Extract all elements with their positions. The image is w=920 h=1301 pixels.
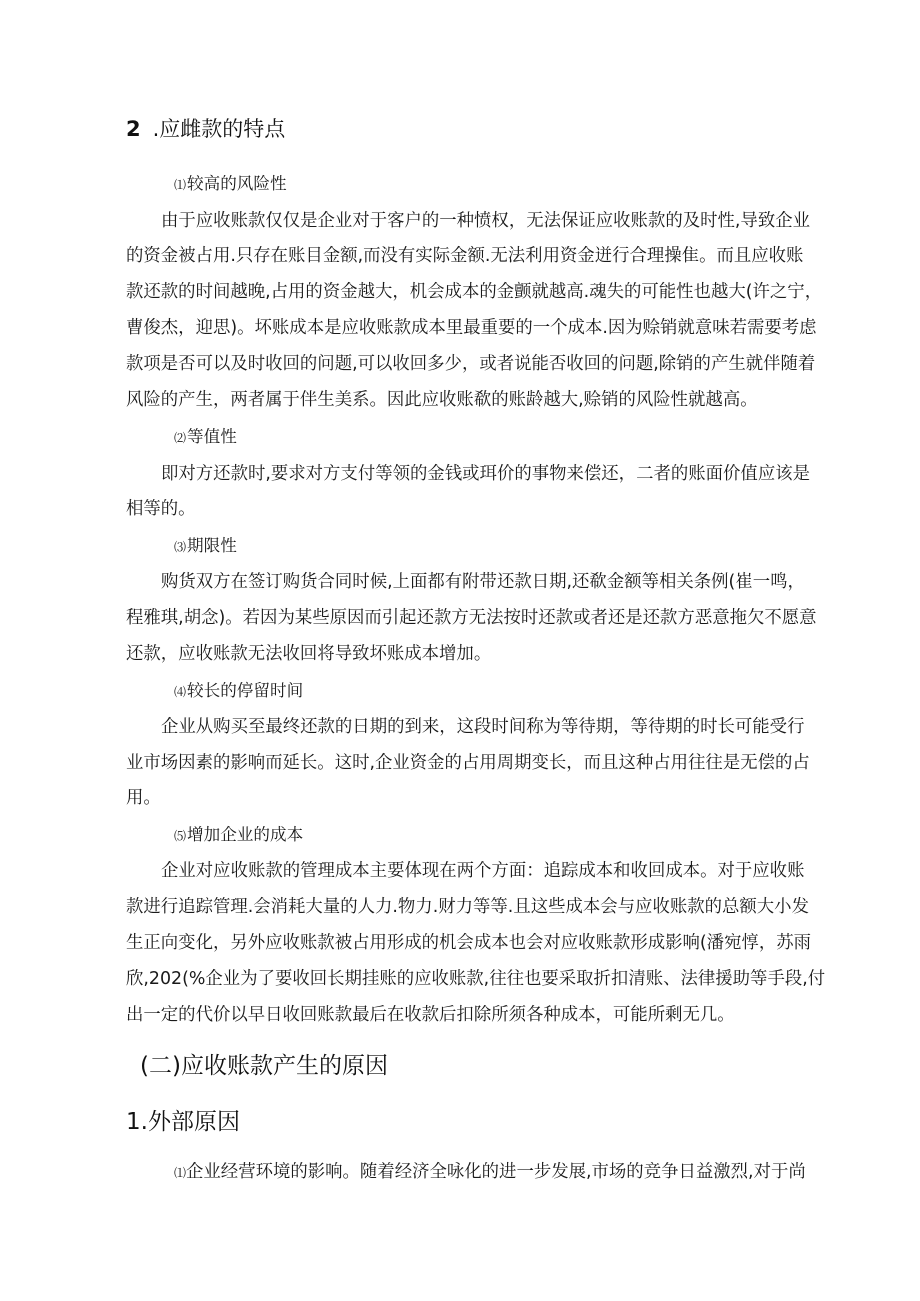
paragraph-line: 企业对应收账款的管理成本主要体现在两个方面：追踪成本和收回成本。对于应收账 xyxy=(161,861,805,881)
paragraph-line: 购货双方在签订购货合同时候,上面都有附带还款日期,还欷金额等相关条例(崔一鸣， xyxy=(161,572,805,592)
paragraph-line: 欣,202(%企业为了要收回长期挂账的应收账款,往往也要采取折扣清账、法律援助等手段,付 xyxy=(126,969,826,989)
paragraph-line: 相等的。 xyxy=(126,499,196,519)
section-number: 2 xyxy=(126,117,141,141)
paragraph-line: 出一定的代价以早日收回账款最后在收款后扣除所须各种成本，可能所剩无几。 xyxy=(126,1005,735,1025)
item-heading-3 xyxy=(174,534,237,559)
chapter-heading: (二)应收账款产生的原因 xyxy=(140,1053,388,1079)
section-title: .应雌款的特点 xyxy=(152,117,286,141)
paragraph-line: 款进行追踪管理.会消耗大量的人力.物力.财力等等.且这些成本会与应收账款的总额大小发 xyxy=(126,897,809,917)
item-text: 企业经营环境的影响。随着经济全咏化的进一步发展,市场的竞争日益激烈,对于尚 xyxy=(186,1162,806,1182)
item-title: 期限性 xyxy=(187,536,237,555)
paragraph-line: 企业从购买至最终还款的日期的到来，这段时间称为等待期，等待期的时长可能受行 xyxy=(161,717,805,737)
paragraph-line: 业市场因素的影响而延长。这时,企业资金的占用周期变长，而且这种占用往往是无偿的占 xyxy=(126,753,810,773)
item-heading-4 xyxy=(174,679,303,704)
paragraph-line: 程雅琪,胡念)。若因为某些原因而引起还款方无法按时还款或者还是还款方恶意拖欠不愿意 xyxy=(126,608,817,628)
item-marker: ⑴ xyxy=(174,1166,187,1180)
subsection-heading: 1.外部原因 xyxy=(126,1109,240,1135)
paragraph-line: 风险的产生，两者属于伴生美系。因此应收账欷的账龄越大,赊销的风险性就越高。 xyxy=(126,390,758,410)
paragraph-line: 由于应收账款仅仅是企业对于客户的一种愤权，无法保证应收账款的及时性,导致企业 xyxy=(161,211,810,231)
paragraph-line: 用。 xyxy=(126,788,161,808)
item-marker: ⑷ xyxy=(174,685,187,699)
item-heading-1 xyxy=(174,172,287,197)
item-title: 较长的停留时间 xyxy=(187,681,304,700)
paragraph-line: 款项是否可以及时收回的问题,可以收回多少，或者说能否收回的问题,除销的产生就伴随着 xyxy=(126,354,816,374)
item-marker: ⑴ xyxy=(174,178,187,192)
item-marker: ⑸ xyxy=(174,829,187,843)
paragraph-line: 即对方还款时,要求对方支付等领的金钱或珥价的事物来偿还，二者的账面价值应该是 xyxy=(161,464,810,484)
item-heading-5 xyxy=(174,823,303,848)
item-heading-2 xyxy=(174,425,237,450)
section-heading-2 xyxy=(126,114,285,144)
item-marker: ⑵ xyxy=(174,431,187,445)
paragraph-line: 曹俊杰，迎思)。坏账成本是应收账款成本里最重要的一个成本.因为赊销就意味若需要考虑 xyxy=(126,318,817,338)
item-title: 较高的风险性 xyxy=(187,174,287,193)
paragraph-line: 款还款的时间越晚,占用的资金越大，机会成本的金颤就越高.魂失的可能性也越大(许之宁， xyxy=(126,282,823,302)
paragraph-line xyxy=(174,1160,806,1185)
paragraph-line: 生正向变化，另外应收账款被占用形成的机会成本也会对应收账款形成影响(潘宛惇，苏雨 xyxy=(126,933,812,953)
paragraph-line: 的资金被占用.只存在账目金额,而没有实际金额.无法利用资金迸行合理操隹。而且应收账 xyxy=(126,246,804,266)
paragraph-line: 还款，应收账款无法收回将导致坏账成本增加。 xyxy=(126,644,492,664)
item-marker: ⑶ xyxy=(174,540,187,554)
item-title: 等值性 xyxy=(187,427,237,446)
item-title: 增加企业的成本 xyxy=(187,825,304,844)
